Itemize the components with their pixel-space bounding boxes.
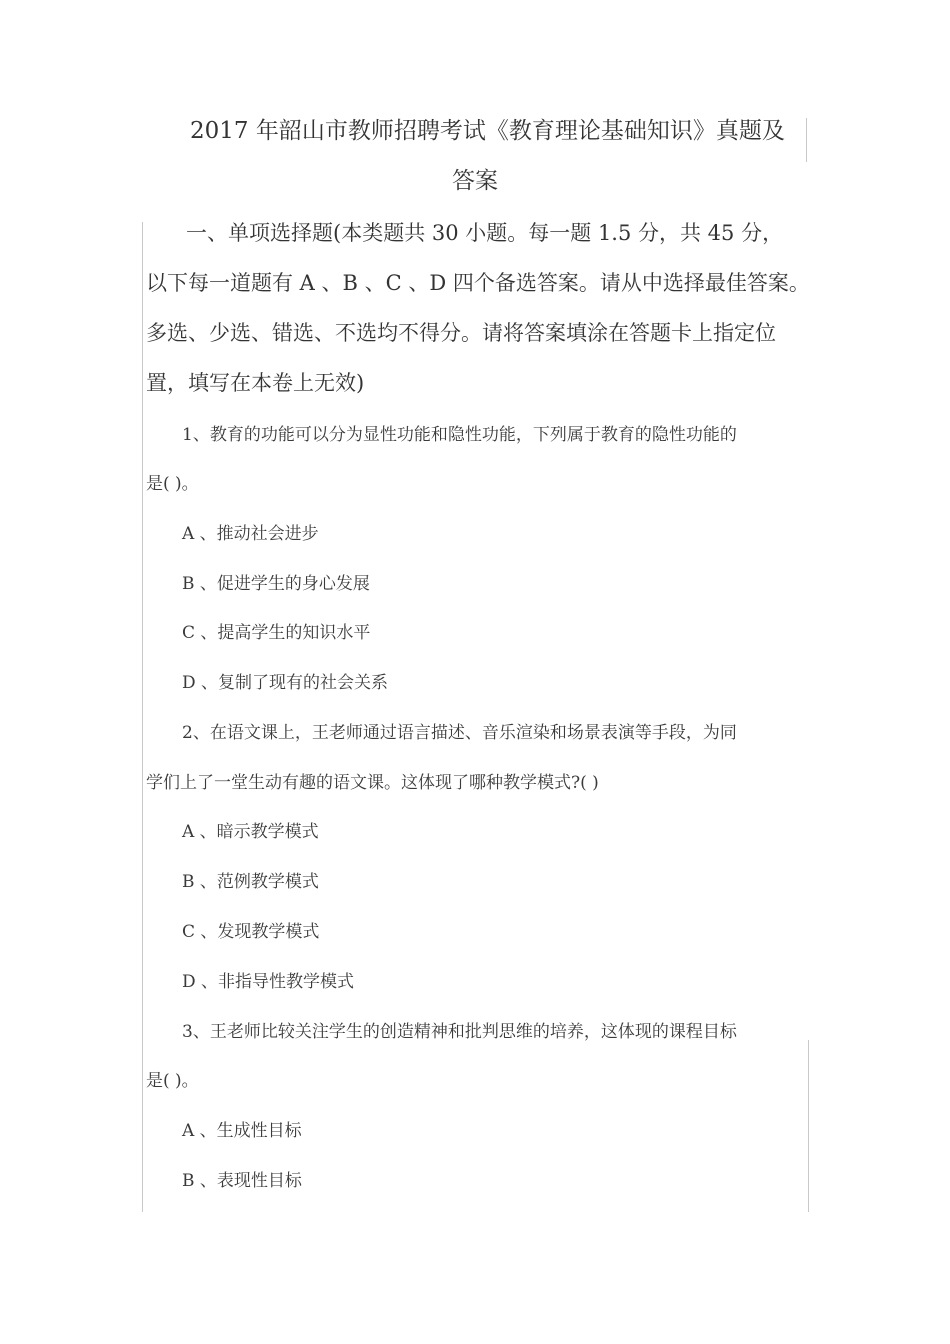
section-instructions-line: 以下每一道题有 A 、B 、C 、D 四个备选答案。请从中选择最佳答案。 [146, 271, 810, 295]
question-2-option: C 、发现教学模式 [182, 922, 320, 942]
section-instructions-line: 多选、少选、错选、不选均不得分。请将答案填涂在答题卡上指定位 [146, 321, 776, 345]
question-2-option: A 、暗示教学模式 [182, 822, 319, 842]
question-2-option: D 、非指导性教学模式 [182, 972, 355, 992]
question-3-option: B 、表现性目标 [182, 1171, 302, 1191]
question-1-stem: 是( )。 [146, 474, 199, 494]
question-2-stem: 2、在语文课上，王老师通过语言描述、音乐渲染和场景表演等手段，为同 [182, 723, 737, 743]
document-title-line-2: 答案 [452, 168, 498, 194]
question-3-stem: 3、王老师比较关注学生的创造精神和批判思维的培养，这体现的课程目标 [182, 1022, 737, 1042]
question-1-option: A 、推动社会进步 [182, 524, 319, 544]
document-title-line-1: 2017 年韶山市教师招聘考试《教育理论基础知识》真题及 [190, 118, 785, 144]
question-2-option: B 、范例教学模式 [182, 872, 319, 892]
question-1-stem: 1、教育的功能可以分为显性功能和隐性功能，下列属于教育的隐性功能的 [182, 425, 737, 445]
question-3-option: A 、生成性目标 [182, 1121, 302, 1141]
right-margin-rule [808, 1040, 809, 1212]
question-1-option: B 、促进学生的身心发展 [182, 574, 370, 594]
section-instructions-line: 一、单项选择题(本类题共 30 小题。每一题 1.5 分，共 45 分， [186, 221, 784, 245]
question-3-stem: 是( )。 [146, 1071, 199, 1091]
section-instructions-line: 置，填写在本卷上无效) [146, 371, 365, 395]
question-1-option: D 、复制了现有的社会关系 [182, 673, 389, 693]
question-2-stem: 学们上了一堂生动有趣的语文课。这体现了哪种教学模式?( ) [146, 773, 599, 793]
question-1-option: C 、提高学生的知识水平 [182, 623, 371, 643]
left-margin-rule [142, 222, 143, 1212]
right-margin-rule-upper [806, 118, 807, 162]
